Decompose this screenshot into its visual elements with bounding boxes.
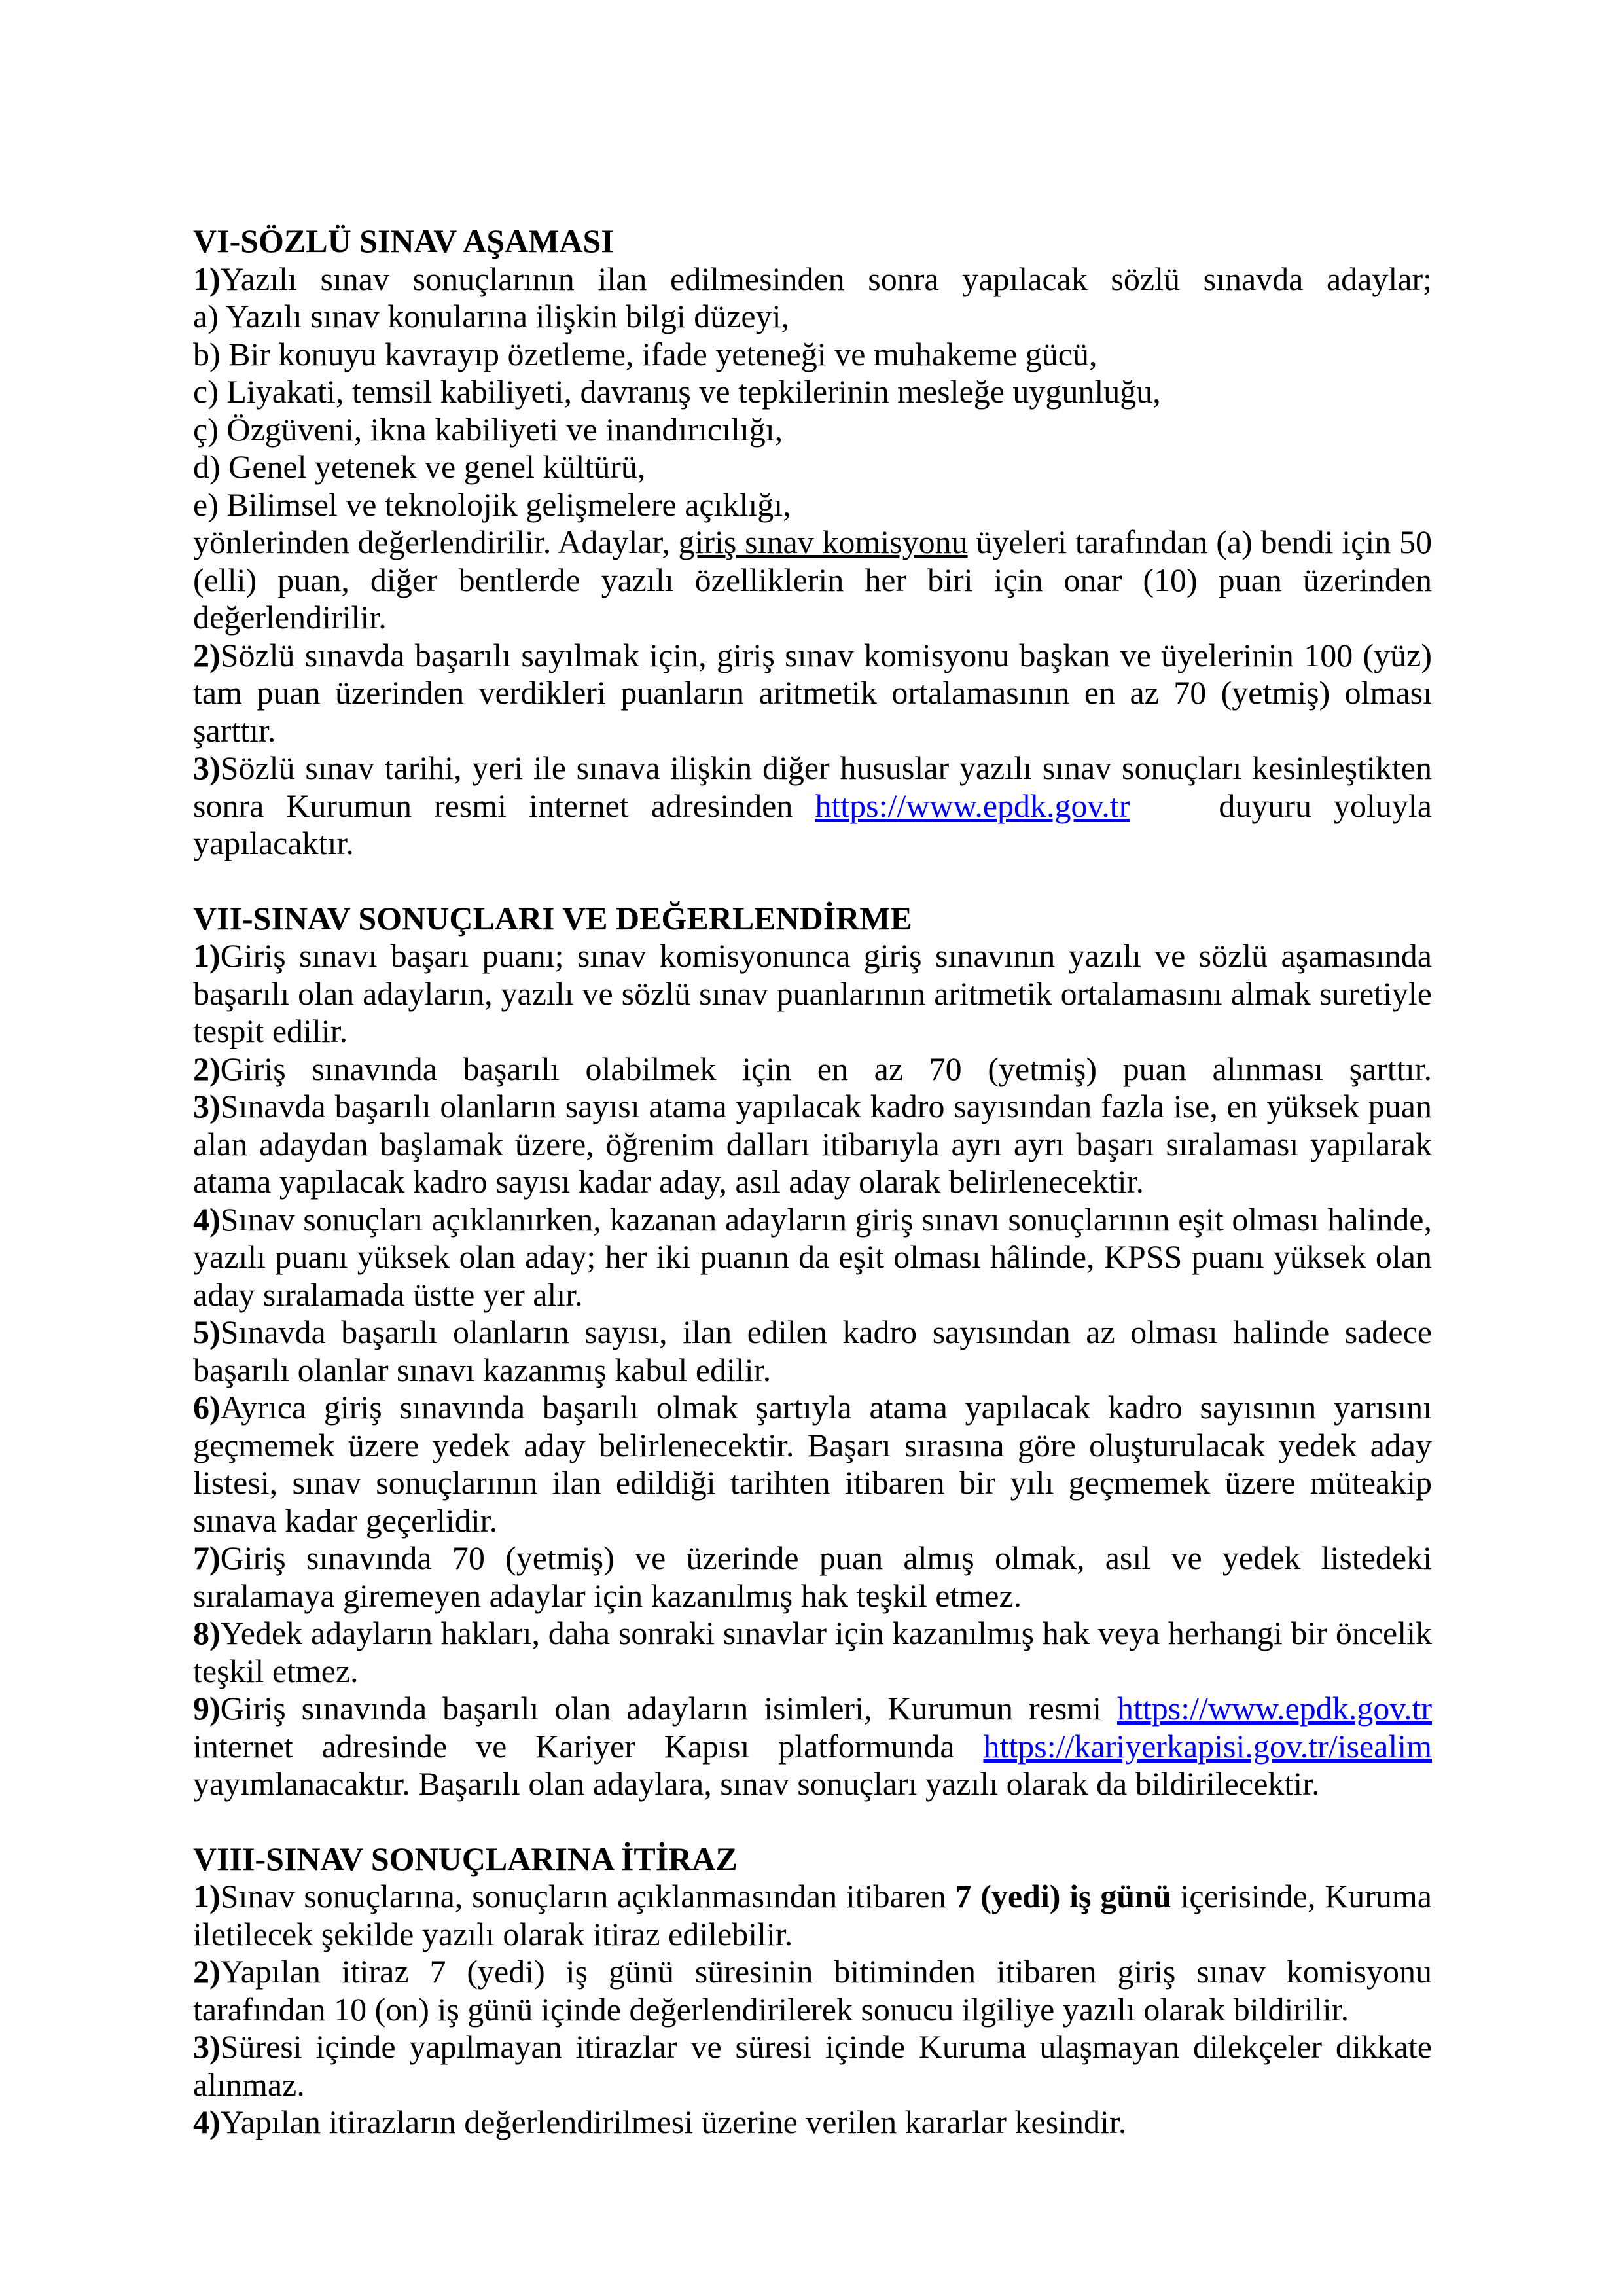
text-run: Sınav sonuçlarına, sonuçların açıklanmasından itibaren (220, 1878, 955, 1914)
section-heading: VI-SÖZLÜ SINAV AŞAMASI (193, 223, 614, 259)
paragraph (193, 486, 1432, 524)
text-run: Sözlü sınavda başarılı sayılmak için, giriş sınav komisyonu başkan ve üyelerinin 100 (yüz) tam puan üzerinden verdikleri puanların aritmetik ortalamasının en az 70 (yetmiş) olması şarttır. (193, 636, 1432, 749)
paragraph (193, 524, 1432, 637)
bold-run: 9) (193, 1690, 221, 1727)
text-run: Giriş sınavında başarılı olan adayların isimleri, Kurumun resmi (220, 1690, 1118, 1727)
paragraph (193, 2028, 1432, 2104)
text-run: Süresi içinde yapılmayan itirazlar ve süresi içinde Kuruma ulaşmayan dilekçeler dikkate alınmaz. (193, 2028, 1432, 2103)
paragraph (193, 2104, 1432, 2142)
text-run: üyeleri tarafından (a) bendi için 50 (elli) puan, diğer bentlerde yazılı özelliklerin her biri için onar (10) puan üzerinden değerlendirilir. (193, 524, 1432, 636)
text-run: Yapılan itiraz 7 (yedi) iş günü süresinin bitiminden itibaren giriş sınav komisyonu tarafından 10 (on) iş günü içinde değerlendirilerek sonucu ilgiliye yazılı olarak bildirilir. (193, 1953, 1432, 2028)
bold-run: 8) (193, 1615, 221, 1651)
paragraph (193, 1539, 1432, 1615)
text-run: d) Genel yetenek ve genel kültürü, (193, 448, 646, 485)
paragraph (193, 1088, 1432, 1201)
bold-run: 2) (193, 636, 221, 673)
paragraph (193, 448, 1432, 486)
paragraph (193, 373, 1432, 411)
bold-run: 5) (193, 1314, 221, 1350)
paragraph (193, 1201, 1432, 1314)
section-heading: VII-SINAV SONUÇLARI VE DEĞERLENDİRME (193, 899, 912, 937)
text-run: Sınavda başarılı olanların sayısı, ilan edilen kadro sayısından az olması halinde sadece başarılı olanlar sınavı kazanmış kabul edilir. (193, 1314, 1432, 1388)
paragraph (193, 1389, 1432, 1539)
section-heading: VIII-SINAV SONUÇLARINA İTİRAZ (193, 1840, 738, 1877)
bold-run: 1) (193, 1878, 221, 1914)
paragraph (193, 937, 1432, 1050)
hyperlink[interactable]: https://www.epdk.gov.tr (1117, 1690, 1432, 1727)
text-run: a) Yazılı sınav konularına ilişkin bilgi düzeyi, (193, 298, 789, 334)
text-run: duyuru yoluyla yapılacaktır. (193, 787, 1432, 861)
document-body (193, 223, 1432, 2142)
text-run: Sınavda başarılı olanların sayısı atama yapılacak kadro sayısından fazla ise, en yüksek puan alan adaydan başlamak üzere, öğrenim dalları itibarıyla ayrı ayrı başarı sıralaması yapılarak atama yapılacak kadro sayısı kadar aday, asıl aday olarak belirlenecektir. (193, 1088, 1432, 1200)
bold-run: 6) (193, 1389, 221, 1426)
text-run: Ayrıca giriş sınavında başarılı olmak şartıyla atama yapılacak kadro sayısının yarısını geçmemek üzere yedek aday belirlenecektir. Başarı sırasına göre oluşturulacak yedek aday listesi, sınav sonuçlarının ilan edildiği tarihten itibaren bir yılı geçmemek üzere müteakip sınava kadar geçerlidir. (193, 1389, 1432, 1539)
text-run: Yapılan itirazların değerlendirilmesi üzerine verilen kararlar kesindir. (220, 2104, 1127, 2140)
text-run: b) Bir konuyu kavrayıp özetleme, ifade yeteneği ve muhakeme gücü, (193, 335, 1097, 372)
section-gap (193, 1803, 1432, 1840)
text-run: c) Liyakati, temsil kabiliyeti, davranış ve tepkilerinin mesleğe uygunluğu, (193, 373, 1161, 410)
section (193, 1840, 1432, 2142)
bold-run: 2) (193, 1953, 221, 1990)
text-run: yayımlanacaktır. Başarılı olan adaylara, sınav sonuçları yazılı olarak da bildirilecektir. (193, 1765, 1320, 1802)
section-gap (193, 863, 1432, 900)
hyperlink[interactable]: https://kariyerkapisi.gov.tr/isealim (983, 1727, 1432, 1765)
paragraph (193, 749, 1432, 863)
bold-run: 3) (193, 749, 221, 786)
paragraph (193, 336, 1432, 374)
section (193, 223, 1432, 863)
paragraph (193, 1878, 1432, 1953)
text-run: Yazılı sınav sonuçlarının ilan edilmesinden sonra yapılacak sözlü sınavda adaylar; (220, 260, 1432, 297)
bold-run: 3) (193, 2028, 221, 2065)
paragraph (193, 637, 1432, 750)
paragraph (193, 298, 1432, 336)
bold-run: 1) (193, 260, 221, 297)
paragraph (193, 1314, 1432, 1389)
underline-run: giriş sınav komisyonu (678, 524, 968, 560)
paragraph (193, 1615, 1432, 1690)
text-run: Giriş sınavında 70 (yetmiş) ve üzerinde puan almış olmak, asıl ve yedek listedeki sıralamaya giremeyen adaylar için kazanılmış hak teşkil etmez. (193, 1539, 1432, 1614)
section (193, 900, 1432, 1803)
bold-run: 1) (193, 937, 221, 974)
paragraph (193, 1690, 1432, 1803)
paragraph (193, 260, 1432, 298)
bold-run: 3) (193, 1088, 221, 1124)
bold-run: 7) (193, 1539, 221, 1576)
paragraph (193, 411, 1432, 449)
bold-run: 4) (193, 2104, 221, 2140)
paragraph (193, 1050, 1432, 1088)
text-run: e) Bilimsel ve teknolojik gelişmelere açıklığı, (193, 486, 791, 523)
text-run: Yedek adayların hakları, daha sonraki sınavlar için kazanılmış hak veya herhangi bir öncelik teşkil etmez. (193, 1615, 1432, 1689)
bold-run: 4) (193, 1200, 221, 1238)
bold-run: 2) (193, 1050, 221, 1087)
text-run: Giriş sınavında başarılı olabilmek için en az 70 (yetmiş) puan alınması şarttır. (220, 1050, 1432, 1087)
text-run: Sözlü sınav tarihi, yeri ile sınava ilişkin diğer hususlar yazılı sınav sonuçları kesinleştikten sonra Kurumun resmi internet adresinden (193, 749, 1432, 824)
text-run: yönlerinden değerlendirilir. Adaylar, (193, 524, 679, 560)
text-run: içerisinde, Kuruma iletilecek şekilde yazılı olarak itiraz edilebilir. (193, 1878, 1433, 1952)
text-run: internet adresinde ve Kariyer Kapısı platformunda (193, 1727, 984, 1765)
bold-run: 7 (yedi) iş günü (955, 1878, 1171, 1914)
text-run: ç) Özgüveni, ikna kabiliyeti ve inandırıcılığı, (193, 410, 783, 448)
text-run: Giriş sınavı başarı puanı; sınav komisyonunca giriş sınavının yazılı ve sözlü aşamasında başarılı olan adayların, yazılı ve sözlü sınav puanlarının aritmetik ortalamasını almak suretiyle tespit edilir. (193, 937, 1432, 1049)
text-run: Sınav sonuçları açıklanırken, kazanan adayların giriş sınavı sonuçlarının eşit olması halinde, yazılı puanı yüksek olan aday; her iki puanın da eşit olması hâlinde, KPSS puanı yüksek olan aday sıralamada üstte yer alır. (193, 1200, 1432, 1313)
hyperlink[interactable]: https://www.epdk.gov.tr (815, 787, 1130, 824)
paragraph (193, 1953, 1432, 2028)
